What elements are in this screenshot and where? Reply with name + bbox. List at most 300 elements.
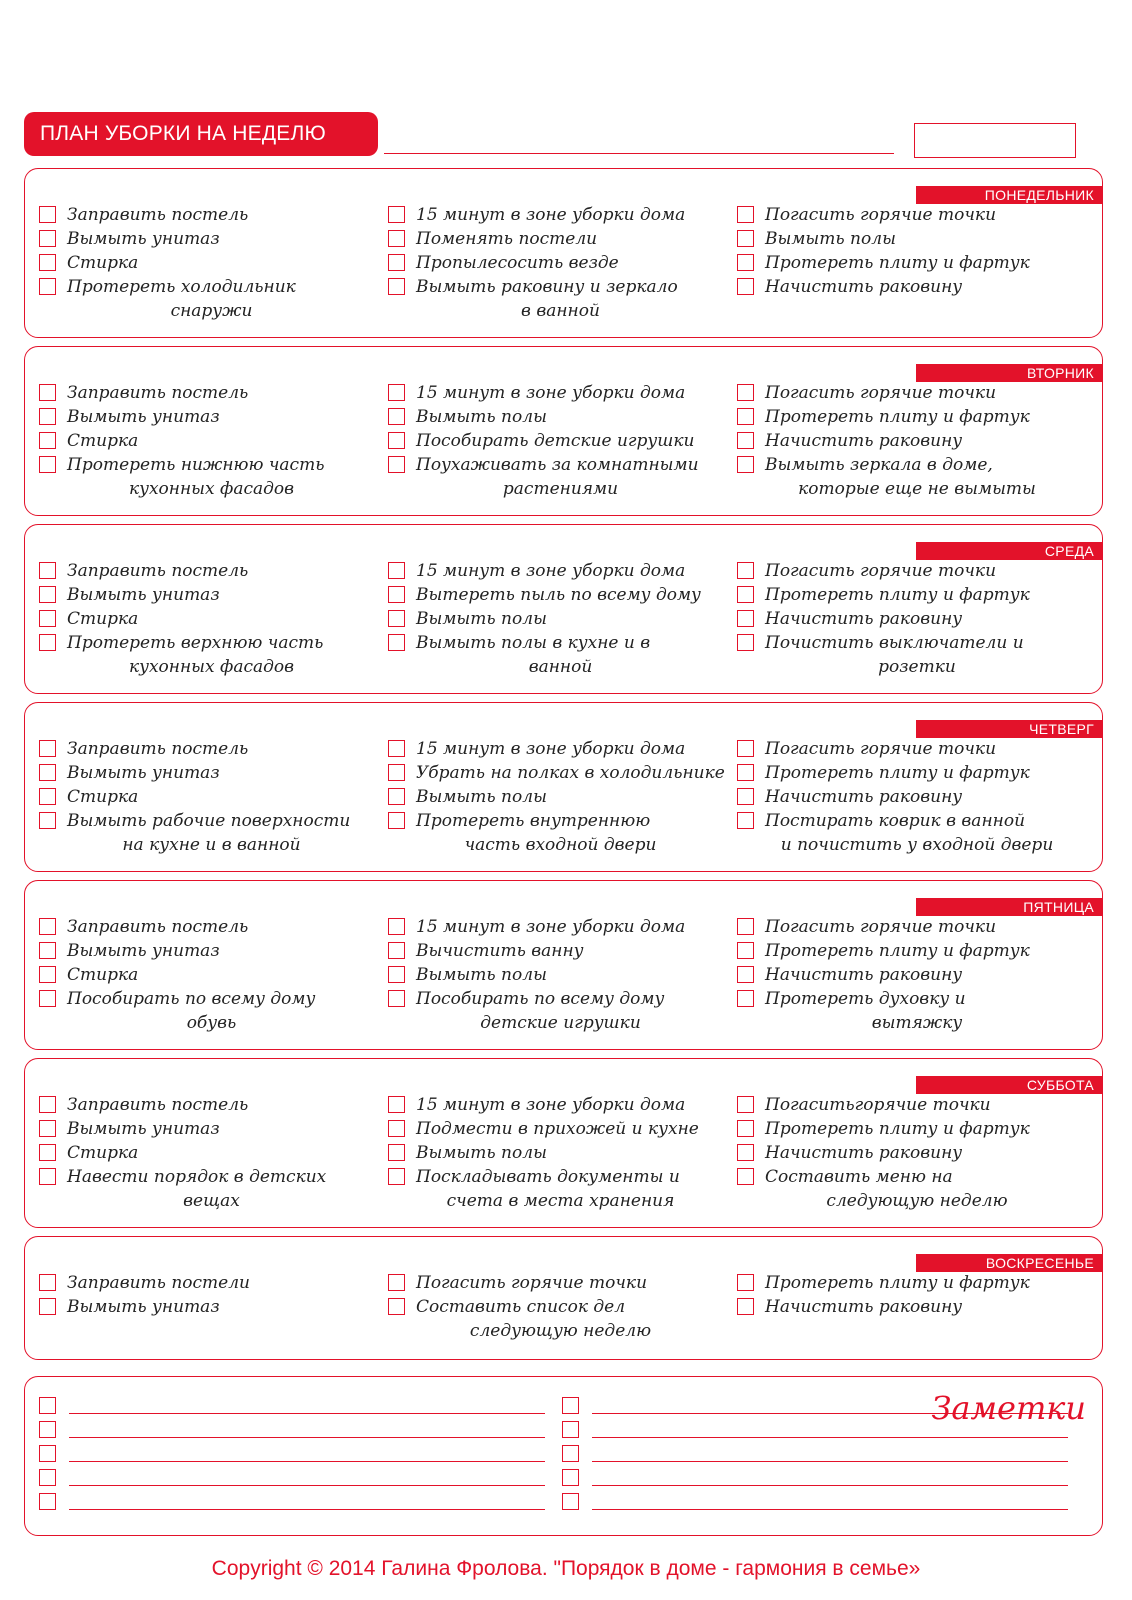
task-item bbox=[737, 275, 1097, 299]
task-item bbox=[737, 429, 1097, 453]
task-checkbox[interactable] bbox=[388, 942, 405, 959]
task-item bbox=[737, 1271, 1097, 1295]
task-label: Навести порядок в детских bbox=[67, 1167, 327, 1187]
day-label: ВТОРНИК bbox=[916, 364, 1102, 382]
task-label: Стирка bbox=[67, 965, 139, 985]
task-checkbox[interactable] bbox=[737, 990, 754, 1007]
task-label: Заправить постель bbox=[67, 383, 249, 403]
task-item bbox=[39, 251, 384, 275]
task-checkbox[interactable] bbox=[388, 1168, 405, 1185]
task-column bbox=[737, 203, 1097, 299]
task-checkbox[interactable] bbox=[39, 764, 56, 781]
task-checkbox[interactable] bbox=[737, 254, 754, 271]
task-item bbox=[39, 607, 384, 631]
task-checkbox[interactable] bbox=[388, 384, 405, 401]
task-item bbox=[388, 1271, 733, 1295]
task-label: Вымыть унитаз bbox=[67, 763, 220, 783]
task-checkbox[interactable] bbox=[737, 432, 754, 449]
task-label: Протереть плиту и фартук bbox=[765, 585, 1030, 605]
task-item bbox=[737, 785, 1097, 809]
task-item bbox=[388, 1117, 733, 1141]
task-checkbox[interactable] bbox=[737, 918, 754, 935]
task-checkbox[interactable] bbox=[39, 278, 56, 295]
day-section bbox=[24, 168, 1103, 338]
note-line[interactable] bbox=[69, 1485, 545, 1486]
task-item bbox=[737, 251, 1097, 275]
task-checkbox[interactable] bbox=[388, 408, 405, 425]
task-label: Погасить горячие точки bbox=[416, 1273, 648, 1293]
task-label: Начистить раковину bbox=[765, 431, 963, 451]
task-label: Постирать коврик в ванной bbox=[765, 811, 1026, 831]
task-label: Протереть холодильник bbox=[67, 277, 296, 297]
task-checkbox[interactable] bbox=[39, 918, 56, 935]
task-item bbox=[737, 631, 1097, 679]
day-section bbox=[24, 880, 1103, 1050]
task-column bbox=[39, 381, 384, 501]
day-section bbox=[24, 524, 1103, 694]
task-item bbox=[388, 429, 733, 453]
task-checkbox[interactable] bbox=[39, 942, 56, 959]
task-item bbox=[737, 381, 1097, 405]
task-checkbox[interactable] bbox=[39, 1298, 56, 1315]
task-checkbox[interactable] bbox=[737, 966, 754, 983]
task-item bbox=[388, 987, 733, 1035]
task-item bbox=[388, 381, 733, 405]
task-label: Протереть нижнюю часть bbox=[67, 455, 325, 475]
note-line[interactable] bbox=[592, 1413, 1068, 1414]
notes-section bbox=[24, 1376, 1103, 1536]
task-column bbox=[39, 915, 384, 1035]
task-checkbox[interactable] bbox=[39, 254, 56, 271]
task-checkbox[interactable] bbox=[39, 206, 56, 223]
task-item bbox=[39, 275, 384, 323]
task-label: Вымыть унитаз bbox=[67, 941, 220, 961]
task-label-continuation: и почистить у входной двери bbox=[780, 835, 1054, 855]
task-item bbox=[39, 631, 384, 679]
note-checkbox[interactable] bbox=[562, 1445, 579, 1462]
task-checkbox[interactable] bbox=[388, 432, 405, 449]
note-checkbox[interactable] bbox=[562, 1493, 579, 1510]
task-label: Заправить постель bbox=[67, 1095, 249, 1115]
task-checkbox[interactable] bbox=[737, 634, 754, 651]
task-item bbox=[737, 405, 1097, 429]
task-item bbox=[39, 963, 384, 987]
task-checkbox[interactable] bbox=[737, 942, 754, 959]
task-checkbox[interactable] bbox=[737, 1144, 754, 1161]
task-label-continuation: следующую неделю bbox=[469, 1321, 652, 1341]
task-label: Начистить раковину bbox=[765, 609, 963, 629]
day-label: ВОСКРЕСЕНЬЕ bbox=[916, 1254, 1102, 1272]
task-item bbox=[39, 1165, 384, 1213]
task-label: Вымыть полы bbox=[416, 1143, 547, 1163]
task-checkbox[interactable] bbox=[39, 562, 56, 579]
task-label-continuation: счета в места хранения bbox=[446, 1191, 675, 1211]
task-checkbox[interactable] bbox=[39, 610, 56, 627]
note-line[interactable] bbox=[592, 1461, 1068, 1462]
task-label: Поменять постели bbox=[416, 229, 598, 249]
task-checkbox[interactable] bbox=[39, 1168, 56, 1185]
task-item bbox=[388, 203, 733, 227]
task-checkbox[interactable] bbox=[737, 384, 754, 401]
task-item bbox=[388, 915, 733, 939]
task-label-continuation: на кухне и в ванной bbox=[122, 835, 301, 855]
task-checkbox[interactable] bbox=[388, 1298, 405, 1315]
copyright-footer: Copyright © 2014 Галина Фролова. "Порядок в доме - гармония в семье» bbox=[211, 1557, 921, 1580]
task-label-continuation: кухонных фасадов bbox=[128, 657, 295, 677]
task-label: Поухаживать за комнатными bbox=[416, 455, 699, 475]
task-checkbox[interactable] bbox=[388, 918, 405, 935]
task-item bbox=[388, 227, 733, 251]
task-label: Поскладывать документы и bbox=[416, 1167, 680, 1187]
note-checkbox[interactable] bbox=[39, 1445, 56, 1462]
task-column bbox=[39, 1093, 384, 1213]
task-checkbox[interactable] bbox=[388, 1144, 405, 1161]
task-checkbox[interactable] bbox=[388, 966, 405, 983]
task-item bbox=[388, 453, 733, 501]
task-checkbox[interactable] bbox=[39, 432, 56, 449]
task-checkbox[interactable] bbox=[737, 1096, 754, 1113]
task-column bbox=[388, 203, 733, 323]
task-checkbox[interactable] bbox=[388, 1274, 405, 1291]
task-label: Убрать на полках в холодильнике bbox=[416, 763, 725, 783]
task-item bbox=[39, 737, 384, 761]
task-item bbox=[388, 559, 733, 583]
task-checkbox[interactable] bbox=[39, 1274, 56, 1291]
task-label-continuation: обувь bbox=[186, 1013, 237, 1033]
task-item bbox=[388, 761, 733, 785]
task-item bbox=[737, 203, 1097, 227]
notes-title: Заметки bbox=[931, 1389, 1086, 1427]
task-item bbox=[388, 607, 733, 631]
task-item bbox=[39, 583, 384, 607]
task-label: Протереть плиту и фартук bbox=[765, 1273, 1030, 1293]
task-column bbox=[388, 737, 733, 857]
task-item bbox=[737, 607, 1097, 631]
task-label: Погасить горячие точки bbox=[765, 205, 997, 225]
task-label: Вымыть рабочие поверхности bbox=[67, 811, 351, 831]
task-item bbox=[737, 915, 1097, 939]
task-item bbox=[388, 809, 733, 857]
task-checkbox[interactable] bbox=[388, 812, 405, 829]
task-checkbox[interactable] bbox=[39, 1144, 56, 1161]
task-label: Составить меню на bbox=[765, 1167, 953, 1187]
task-label: Начистить раковину bbox=[765, 965, 963, 985]
task-label: Вымыть унитаз bbox=[67, 585, 220, 605]
page-title: ПЛАН УБОРКИ НА НЕДЕЛЮ bbox=[24, 112, 378, 156]
task-label: Стирка bbox=[67, 787, 139, 807]
task-item bbox=[39, 987, 384, 1035]
task-label: Протереть плиту и фартук bbox=[765, 253, 1030, 273]
task-label-continuation: ванной bbox=[528, 657, 593, 677]
task-item bbox=[39, 785, 384, 809]
task-item bbox=[737, 809, 1097, 857]
task-checkbox[interactable] bbox=[39, 456, 56, 473]
task-item bbox=[388, 1093, 733, 1117]
task-label: Пособирать по всему дому bbox=[67, 989, 316, 1009]
task-item bbox=[388, 583, 733, 607]
task-label: Вымыть полы bbox=[416, 965, 547, 985]
task-label: Заправить постель bbox=[67, 739, 249, 759]
day-section bbox=[24, 1236, 1103, 1360]
note-line[interactable] bbox=[69, 1437, 545, 1438]
task-item bbox=[39, 453, 384, 501]
task-item bbox=[737, 1117, 1097, 1141]
task-item bbox=[737, 987, 1097, 1035]
task-checkbox[interactable] bbox=[39, 1096, 56, 1113]
task-checkbox[interactable] bbox=[388, 562, 405, 579]
task-label: Вымыть раковину и зеркало bbox=[416, 277, 678, 297]
task-label: Вымыть унитаз bbox=[67, 1119, 220, 1139]
task-checkbox[interactable] bbox=[737, 408, 754, 425]
task-checkbox[interactable] bbox=[39, 788, 56, 805]
task-item bbox=[737, 453, 1097, 501]
task-label: Пропылесосить везде bbox=[416, 253, 619, 273]
day-label: ПЯТНИЦА bbox=[916, 898, 1102, 916]
task-label: Заправить постели bbox=[67, 1273, 250, 1293]
task-column bbox=[737, 1093, 1097, 1213]
task-label: Заправить постель bbox=[67, 917, 249, 937]
task-item bbox=[39, 1271, 384, 1295]
task-item bbox=[39, 405, 384, 429]
task-item bbox=[737, 1141, 1097, 1165]
task-checkbox[interactable] bbox=[737, 456, 754, 473]
task-checkbox[interactable] bbox=[39, 990, 56, 1007]
task-label: 15 минут в зоне уборки дома bbox=[416, 1095, 686, 1115]
task-label: 15 минут в зоне уборки дома bbox=[416, 205, 686, 225]
task-label: 15 минут в зоне уборки дома bbox=[416, 739, 686, 759]
task-checkbox[interactable] bbox=[39, 384, 56, 401]
note-checkbox[interactable] bbox=[562, 1469, 579, 1486]
task-item bbox=[737, 1165, 1097, 1213]
task-item bbox=[39, 381, 384, 405]
task-column bbox=[737, 1271, 1097, 1319]
task-item bbox=[39, 1093, 384, 1117]
task-checkbox[interactable] bbox=[737, 1120, 754, 1137]
note-line[interactable] bbox=[69, 1413, 545, 1414]
task-label: Начистить раковину bbox=[765, 1143, 963, 1163]
task-label-continuation: снаружи bbox=[170, 301, 253, 321]
task-item bbox=[388, 1141, 733, 1165]
task-label-continuation: часть входной двери bbox=[464, 835, 657, 855]
task-item bbox=[388, 1295, 733, 1343]
task-item bbox=[388, 1165, 733, 1213]
task-label: Стирка bbox=[67, 253, 139, 273]
task-label: Вымыть полы bbox=[765, 229, 896, 249]
note-line[interactable] bbox=[69, 1509, 545, 1510]
task-label: Вымыть полы в кухне и в bbox=[416, 633, 651, 653]
task-item bbox=[737, 583, 1097, 607]
task-label: Протереть верхнюю часть bbox=[67, 633, 324, 653]
task-checkbox[interactable] bbox=[39, 634, 56, 651]
task-item bbox=[737, 939, 1097, 963]
task-column bbox=[39, 559, 384, 679]
task-label: Погасить горячие точки bbox=[765, 739, 997, 759]
task-item bbox=[388, 251, 733, 275]
task-checkbox[interactable] bbox=[39, 586, 56, 603]
task-checkbox[interactable] bbox=[388, 1120, 405, 1137]
task-label: Погасить горячие точки bbox=[765, 917, 997, 937]
task-label-continuation: розетки bbox=[878, 657, 956, 677]
task-item bbox=[388, 737, 733, 761]
task-item bbox=[737, 1295, 1097, 1319]
task-item bbox=[39, 559, 384, 583]
note-checkbox[interactable] bbox=[562, 1397, 579, 1414]
task-checkbox[interactable] bbox=[388, 990, 405, 1007]
task-label: Вымыть полы bbox=[416, 407, 547, 427]
task-label: Вымыть унитаз bbox=[67, 407, 220, 427]
task-checkbox[interactable] bbox=[737, 1274, 754, 1291]
task-checkbox[interactable] bbox=[388, 586, 405, 603]
day-section bbox=[24, 702, 1103, 872]
task-label: Стирка bbox=[67, 1143, 139, 1163]
task-checkbox[interactable] bbox=[388, 764, 405, 781]
task-column bbox=[39, 737, 384, 857]
task-checkbox[interactable] bbox=[737, 230, 754, 247]
task-label: Вымыть полы bbox=[416, 609, 547, 629]
task-label: Протереть внутреннюю bbox=[416, 811, 651, 831]
task-checkbox[interactable] bbox=[39, 230, 56, 247]
task-item bbox=[737, 963, 1097, 987]
task-checkbox[interactable] bbox=[737, 610, 754, 627]
task-column bbox=[388, 1271, 733, 1343]
task-checkbox[interactable] bbox=[737, 1168, 754, 1185]
day-section bbox=[24, 1058, 1103, 1228]
task-checkbox[interactable] bbox=[737, 812, 754, 829]
task-checkbox[interactable] bbox=[388, 456, 405, 473]
task-checkbox[interactable] bbox=[388, 610, 405, 627]
task-checkbox[interactable] bbox=[388, 254, 405, 271]
task-label: Вымыть полы bbox=[416, 787, 547, 807]
task-label-continuation: следующую неделю bbox=[826, 1191, 1008, 1211]
task-label: Вымыть зеркала в доме, bbox=[765, 455, 993, 475]
task-label-continuation: которые еще не вымыты bbox=[798, 479, 1036, 499]
task-item bbox=[737, 737, 1097, 761]
day-label: ЧЕТВЕРГ bbox=[916, 720, 1102, 738]
task-column bbox=[737, 737, 1097, 857]
task-column bbox=[737, 559, 1097, 679]
note-checkbox[interactable] bbox=[562, 1421, 579, 1438]
week-date-field[interactable] bbox=[914, 123, 1076, 158]
task-item bbox=[39, 1141, 384, 1165]
task-item bbox=[388, 631, 733, 679]
task-item bbox=[388, 963, 733, 987]
task-checkbox[interactable] bbox=[737, 764, 754, 781]
task-item bbox=[388, 939, 733, 963]
task-label: Протереть плиту и фартук bbox=[765, 407, 1030, 427]
task-label: 15 минут в зоне уборки дома bbox=[416, 561, 686, 581]
task-label-continuation: кухонных фасадов bbox=[128, 479, 295, 499]
note-checkbox[interactable] bbox=[39, 1397, 56, 1414]
task-column bbox=[737, 915, 1097, 1035]
task-item bbox=[737, 559, 1097, 583]
task-label: Протереть плиту и фартук bbox=[765, 763, 1030, 783]
task-checkbox[interactable] bbox=[39, 408, 56, 425]
task-checkbox[interactable] bbox=[388, 278, 405, 295]
task-label: Вытереть пыль по всему дому bbox=[416, 585, 701, 605]
task-label: 15 минут в зоне уборки дома bbox=[416, 917, 686, 937]
task-checkbox[interactable] bbox=[39, 966, 56, 983]
task-column bbox=[388, 1093, 733, 1213]
task-checkbox[interactable] bbox=[737, 278, 754, 295]
task-label: Почистить выключатели и bbox=[765, 633, 1024, 653]
note-checkbox[interactable] bbox=[39, 1421, 56, 1438]
task-label: Пособирать по всему дому bbox=[416, 989, 665, 1009]
task-label: Вычистить ванну bbox=[416, 941, 584, 961]
day-label: ПОНЕДЕЛЬНИК bbox=[916, 186, 1102, 204]
task-label: 15 минут в зоне уборки дома bbox=[416, 383, 686, 403]
note-line[interactable] bbox=[69, 1461, 545, 1462]
task-checkbox[interactable] bbox=[737, 206, 754, 223]
task-column bbox=[39, 203, 384, 323]
task-column bbox=[737, 381, 1097, 501]
task-item bbox=[737, 761, 1097, 785]
task-item bbox=[39, 915, 384, 939]
task-checkbox[interactable] bbox=[39, 1120, 56, 1137]
task-item bbox=[39, 1295, 384, 1319]
task-item bbox=[737, 227, 1097, 251]
task-label: Вымыть унитаз bbox=[67, 1297, 220, 1317]
task-checkbox[interactable] bbox=[388, 230, 405, 247]
task-label: Протереть духовку и bbox=[765, 989, 966, 1009]
task-item bbox=[388, 275, 733, 323]
task-label: Протереть плиту и фартук bbox=[765, 1119, 1030, 1139]
task-checkbox[interactable] bbox=[388, 788, 405, 805]
task-checkbox[interactable] bbox=[39, 812, 56, 829]
task-label: Пособирать детские игрушки bbox=[416, 431, 695, 451]
task-label-continuation: в ванной bbox=[521, 301, 600, 321]
task-item bbox=[388, 785, 733, 809]
task-label: Погасить горячие точки bbox=[765, 561, 997, 581]
task-item bbox=[39, 939, 384, 963]
task-checkbox[interactable] bbox=[388, 740, 405, 757]
day-label: СРЕДА bbox=[916, 542, 1102, 560]
task-label: Погасить горячие точки bbox=[765, 383, 997, 403]
note-checkbox[interactable] bbox=[39, 1469, 56, 1486]
task-label: Стирка bbox=[67, 431, 139, 451]
task-column bbox=[388, 381, 733, 501]
task-checkbox[interactable] bbox=[737, 586, 754, 603]
task-column bbox=[388, 559, 733, 679]
task-item bbox=[39, 761, 384, 785]
task-item bbox=[39, 1117, 384, 1141]
task-item bbox=[39, 429, 384, 453]
task-label: Погаситьгорячие точки bbox=[765, 1095, 991, 1115]
task-checkbox[interactable] bbox=[388, 634, 405, 651]
task-label: Подмести в прихожей и кухне bbox=[416, 1119, 699, 1139]
task-item bbox=[39, 227, 384, 251]
task-label-continuation: вещах bbox=[183, 1191, 240, 1211]
task-column bbox=[39, 1271, 384, 1319]
task-checkbox[interactable] bbox=[39, 740, 56, 757]
note-checkbox[interactable] bbox=[39, 1493, 56, 1510]
note-line[interactable] bbox=[592, 1437, 1068, 1438]
task-label: Вымыть унитаз bbox=[67, 229, 220, 249]
title-underline bbox=[384, 153, 894, 154]
task-checkbox[interactable] bbox=[388, 1096, 405, 1113]
note-line[interactable] bbox=[592, 1485, 1068, 1486]
task-checkbox[interactable] bbox=[737, 562, 754, 579]
task-item bbox=[388, 405, 733, 429]
task-label: Заправить постель bbox=[67, 205, 249, 225]
task-checkbox[interactable] bbox=[737, 788, 754, 805]
task-checkbox[interactable] bbox=[737, 740, 754, 757]
note-line[interactable] bbox=[592, 1509, 1068, 1510]
task-checkbox[interactable] bbox=[737, 1298, 754, 1315]
task-checkbox[interactable] bbox=[388, 206, 405, 223]
task-label-continuation: детские игрушки bbox=[480, 1013, 641, 1033]
day-label: СУББОТА bbox=[916, 1076, 1102, 1094]
task-label: Начистить раковину bbox=[765, 1297, 963, 1317]
